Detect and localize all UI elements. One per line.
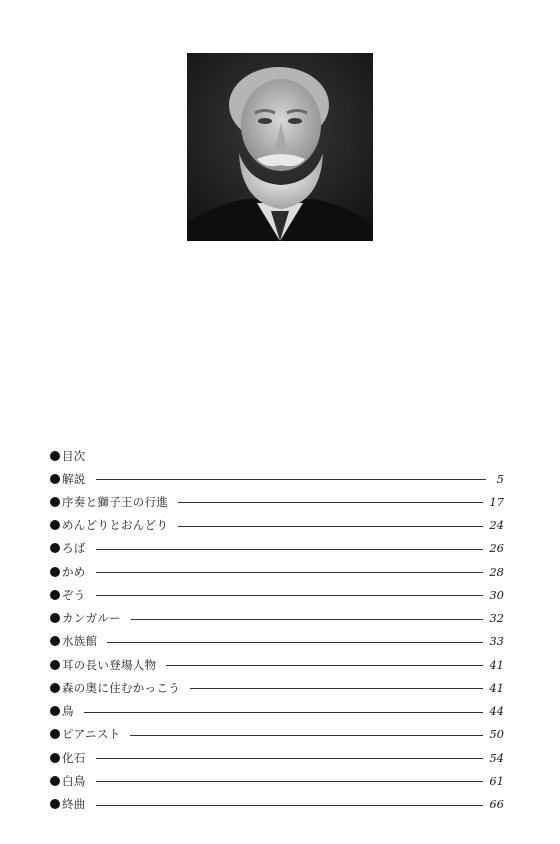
- toc-entry[interactable]: [50, 653, 504, 676]
- toc-entry-page: 54: [489, 750, 504, 765]
- toc-entry[interactable]: [50, 514, 504, 537]
- toc-entry-page: 41: [489, 657, 504, 672]
- toc-heading: [50, 444, 504, 467]
- bullet-icon: [50, 729, 60, 739]
- leader-line: [178, 526, 483, 527]
- toc-entry-page: 66: [489, 797, 504, 812]
- toc-entry[interactable]: [50, 490, 504, 513]
- leader-line: [96, 572, 484, 573]
- leader-line: [166, 665, 483, 666]
- leader-line: [96, 781, 484, 782]
- toc-entry-page: 50: [489, 727, 504, 742]
- leader-line: [130, 735, 483, 736]
- toc-entry-title: ぞう: [62, 587, 86, 602]
- toc-entry-page: 32: [489, 611, 504, 626]
- toc-entry-page: 33: [489, 634, 504, 649]
- bullet-icon: [50, 776, 60, 786]
- toc-entry[interactable]: [50, 467, 504, 490]
- portrait-photo-icon: [187, 53, 373, 241]
- toc-entry-title: 鳥: [62, 704, 74, 719]
- toc-entry-title: 化石: [62, 750, 86, 765]
- leader-line: [96, 549, 484, 550]
- toc-entry[interactable]: [50, 630, 504, 653]
- leader-line: [178, 502, 483, 503]
- toc-entry-page: 30: [489, 587, 504, 602]
- bullet-icon: [50, 451, 60, 461]
- toc-entry[interactable]: [50, 537, 504, 560]
- leader-line: [190, 688, 483, 689]
- toc-entry-page: 28: [489, 564, 504, 579]
- bullet-icon: [50, 753, 60, 763]
- toc-heading-text: 目次: [62, 448, 86, 463]
- toc-entry[interactable]: [50, 793, 504, 816]
- toc-list: [50, 467, 504, 816]
- leader-line: [96, 805, 484, 806]
- bullet-icon: [50, 520, 60, 530]
- toc-entry[interactable]: [50, 723, 504, 746]
- bullet-icon: [50, 683, 60, 693]
- bullet-icon: [50, 590, 60, 600]
- toc-entry-page: 5: [496, 471, 504, 486]
- bullet-icon: [50, 706, 60, 716]
- toc-entry-title: 白鳥: [62, 773, 86, 788]
- toc-entry-title: 終曲: [62, 797, 86, 812]
- toc-entry[interactable]: [50, 560, 504, 583]
- toc-entry-page: 24: [489, 518, 504, 533]
- toc-entry-title: 解説: [62, 471, 86, 486]
- leader-line: [107, 642, 483, 643]
- toc-entry-title: 耳の長い登場人物: [62, 657, 157, 672]
- bullet-icon: [50, 543, 60, 553]
- toc-entry[interactable]: [50, 583, 504, 606]
- toc-entry-title: カンガルー: [62, 611, 121, 626]
- toc-entry-page: 44: [489, 704, 504, 719]
- toc-entry-page: 17: [489, 494, 504, 509]
- bullet-icon: [50, 636, 60, 646]
- toc-entry-title: かめ: [62, 564, 86, 579]
- toc-entry[interactable]: [50, 676, 504, 699]
- bullet-icon: [50, 799, 60, 809]
- leader-line: [131, 619, 483, 620]
- portrait-photo: [187, 53, 373, 241]
- bullet-icon: [50, 474, 60, 484]
- bullet-icon: [50, 613, 60, 623]
- toc-entry-title: 序奏と獅子王の行進: [62, 494, 169, 509]
- toc-entry[interactable]: [50, 607, 504, 630]
- leader-line: [96, 758, 484, 759]
- leader-line: [96, 479, 486, 480]
- toc-entry-title: 水族館: [62, 634, 98, 649]
- toc-entry-title: ピアニスト: [62, 727, 121, 742]
- toc-entry-page: 26: [489, 541, 504, 556]
- toc-entry-title: 森の奥に住むかっこう: [62, 680, 180, 695]
- toc-entry[interactable]: [50, 700, 504, 723]
- bullet-icon: [50, 567, 60, 577]
- toc-entry[interactable]: [50, 746, 504, 769]
- toc-entry-title: ろば: [62, 541, 86, 556]
- leader-line: [96, 595, 484, 596]
- toc-entry[interactable]: [50, 769, 504, 792]
- bullet-icon: [50, 660, 60, 670]
- leader-line: [84, 712, 484, 713]
- bullet-icon: [50, 497, 60, 507]
- toc-entry-title: めんどりとおんどり: [62, 518, 169, 533]
- table-of-contents: [50, 444, 504, 816]
- toc-entry-page: 61: [489, 773, 504, 788]
- toc-entry-page: 41: [489, 680, 504, 695]
